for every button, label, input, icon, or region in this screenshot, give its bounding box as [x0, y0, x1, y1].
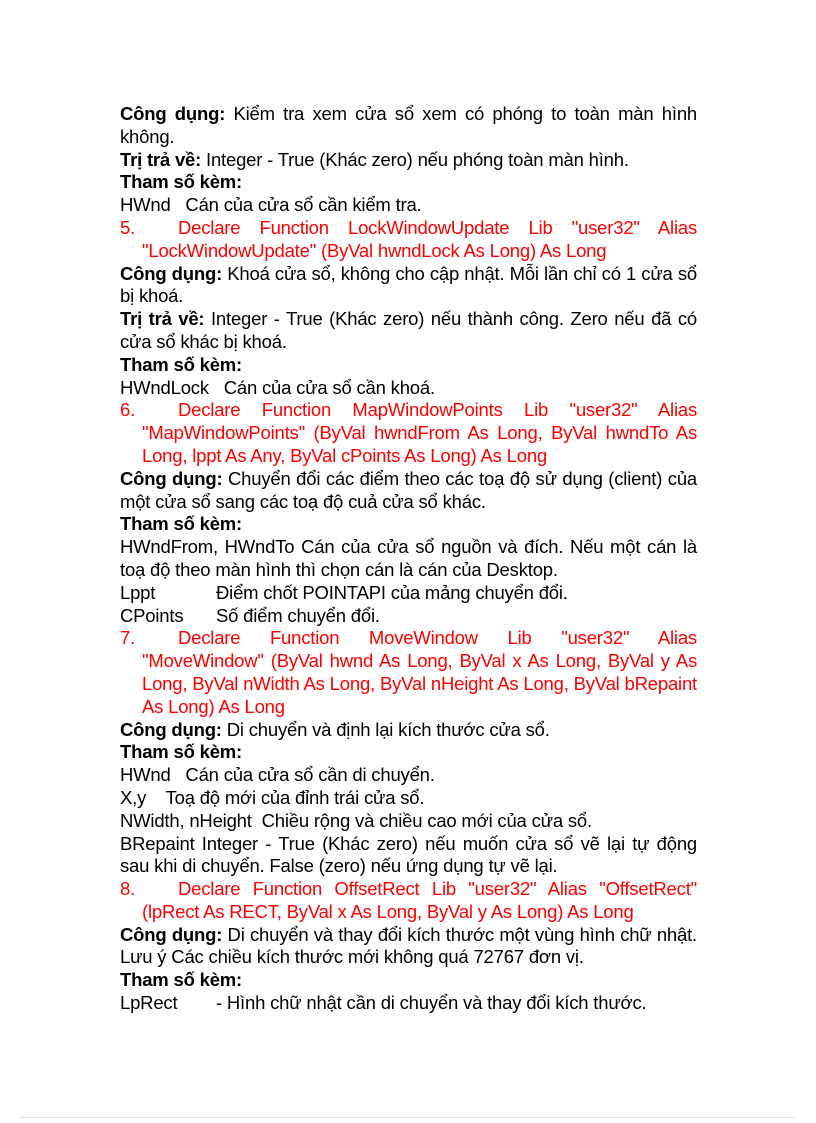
returns-text: Integer - True (Khác zero) nếu thành công. Zero nếu đã có cửa sổ khác bị khoá.	[120, 308, 697, 352]
usage-label: Công dụng:	[120, 923, 223, 945]
usage-text: Di chuyển và định lại kích thước cửa sổ.	[221, 718, 550, 740]
param-line: HWndLock Cán của cửa sổ cần khoá.	[120, 376, 435, 398]
function-declaration	[120, 399, 697, 467]
item-number: 5.	[120, 216, 136, 238]
param-desc: Điểm chốt POINTAPI của mảng chuyển đổi.	[216, 581, 568, 603]
usage-text: Kiểm tra xem cửa sổ xem có phóng to toàn màn hình không.	[120, 103, 697, 147]
returns-label: Trị trả về:	[120, 308, 205, 330]
function-declaration	[120, 878, 697, 924]
usage-label: Công dụng:	[120, 718, 222, 740]
params-heading: Tham số kèm:	[120, 513, 242, 535]
item-number: 7.	[120, 627, 136, 649]
usage-label: Công dụng:	[120, 103, 226, 124]
param-line: HWnd Cán của cửa sổ cần di chuyển.	[120, 764, 435, 786]
params-heading: Tham số kèm:	[120, 969, 242, 991]
param-line: HWndFrom, HWndTo Cán của cửa sổ nguồn và đích. Nếu một cán là toạ độ theo màn hình thì chọn cán là cán của Desktop.	[120, 536, 697, 580]
param-row	[120, 605, 697, 628]
function-declaration	[120, 627, 697, 718]
usage-text: Di chuyển và thay đổi kích thước một vùng hình chữ nhật. Lưu ý Các chiều kích thước mới không quá 72767 đơn vị.	[120, 923, 697, 968]
usage-paragraph	[120, 719, 697, 742]
param-line: BRepaint Integer - True (Khác zero) nếu muốn cửa sổ vẽ lại tự động sau khi di chuyển. False (zero) nếu ứng dụng tự vẽ lại.	[120, 832, 697, 877]
usage-paragraph	[120, 468, 697, 514]
usage-paragraph	[120, 103, 697, 149]
param-row	[120, 582, 697, 605]
usage-label: Công dụng:	[120, 467, 223, 489]
returns-label: Trị trả về:	[120, 148, 202, 170]
param-key: CPoints	[120, 604, 184, 626]
usage-paragraph	[120, 924, 697, 970]
declaration-text: Declare Function MoveWindow Lib "user32" Alias "MoveWindow" (ByVal hwnd As Long, ByVal x As Long, ByVal y As Long, ByVal nWidth As Long, ByVal nHeight As Long, ByVal bRepaint As Long) As Long	[142, 627, 697, 717]
usage-text: Chuyển đổi các điểm theo các toạ độ sử dụng (client) của một cửa sổ sang các toạ độ cuả cửa sổ khác.	[120, 467, 698, 512]
document-page	[120, 103, 697, 1015]
item-number: 8.	[120, 878, 136, 900]
returns-text: Integer - True (Khác zero) nếu phóng toàn màn hình.	[201, 148, 629, 170]
param-row	[120, 992, 697, 1015]
params-heading: Tham số kèm:	[120, 741, 242, 763]
param-line: X,y Toạ độ mới của đỉnh trái cửa sổ.	[120, 786, 425, 808]
item-number: 6.	[120, 399, 136, 421]
returns-paragraph	[120, 308, 697, 354]
usage-paragraph	[120, 263, 697, 309]
usage-label: Công dụng:	[120, 262, 223, 284]
page-bottom-divider	[20, 1117, 796, 1118]
param-desc: - Hình chữ nhật cần di chuyển và thay đổi kích thước.	[216, 992, 647, 1014]
declaration-text: Declare Function LockWindowUpdate Lib "user32" Alias "LockWindowUpdate" (ByVal hwndLock As Long) As Long	[142, 216, 697, 261]
param-line: NWidth, nHeight Chiều rộng và chiều cao mới của cửa sổ.	[120, 809, 592, 831]
param-desc: Số điểm chuyển đổi.	[216, 604, 380, 626]
usage-text: Khoá cửa sổ, không cho cập nhật. Mỗi lần chỉ có 1 cửa sổ bị khoá.	[120, 262, 697, 307]
function-declaration	[120, 217, 697, 263]
param-line: HWnd Cán của cửa sổ cần kiểm tra.	[120, 194, 422, 216]
declaration-text: Declare Function OffsetRect Lib "user32" Alias "OffsetRect" (lpRect As RECT, ByVal x As Long, ByVal y As Long) As Long	[142, 878, 697, 922]
param-key: Lppt	[120, 581, 156, 603]
returns-paragraph	[120, 149, 697, 172]
params-heading: Tham số kèm:	[120, 171, 242, 193]
param-key: LpRect	[120, 992, 178, 1014]
declaration-text: Declare Function MapWindowPoints Lib "user32" Alias "MapWindowPoints" (ByVal hwndFrom As Long, ByVal hwndTo As Long, lppt As Any, ByVal cPoints As Long) As Long	[142, 399, 697, 466]
params-heading: Tham số kèm:	[120, 353, 242, 375]
